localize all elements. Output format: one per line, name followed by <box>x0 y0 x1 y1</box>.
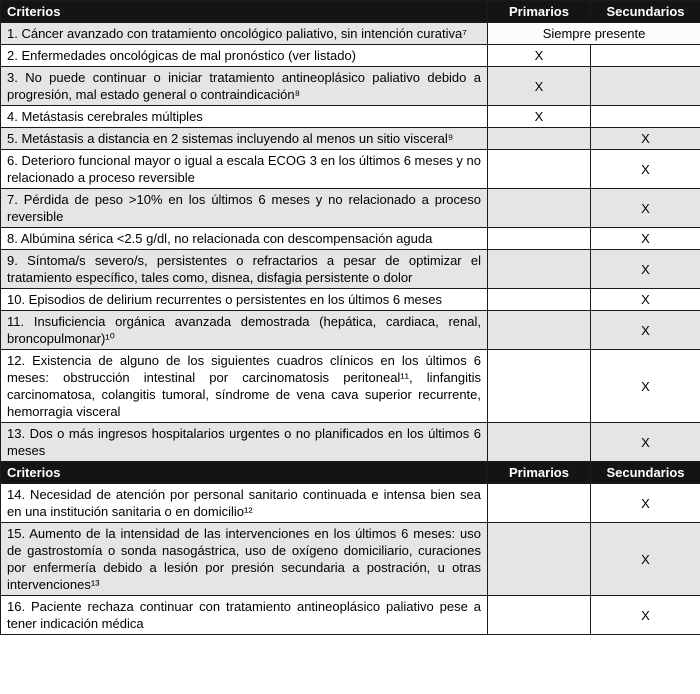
column-header-criterios: Criterios <box>1 462 488 484</box>
table-row <box>1 128 700 150</box>
criterio-cell: 8. Albúmina sérica <2.5 g/dl, no relacionada con descompensación aguda <box>1 228 488 250</box>
column-header-secundarios: Secundarios <box>591 462 700 484</box>
secundarios-cell <box>591 45 700 67</box>
table-row <box>1 250 700 289</box>
criterio-cell: 14. Necesidad de atención por personal sanitario continuada e intensa bien sea en una institución sanitaria o en domicilio¹² <box>1 484 488 523</box>
secundarios-cell: X <box>591 484 700 523</box>
secundarios-cell: X <box>591 228 700 250</box>
always-present-cell: Siempre presente <box>488 23 700 45</box>
column-header-criterios: Criterios <box>1 1 488 23</box>
criterio-cell: 9. Síntoma/s severo/s, persistentes o refractarios a pesar de optimizar el tratamiento específico, tales como, disnea, disfagia persistente o dolor <box>1 250 488 289</box>
primarios-cell <box>488 289 591 311</box>
criterio-cell: 16. Paciente rechaza continuar con tratamiento antineoplásico paliativo pese a tener indicación médica <box>1 596 488 635</box>
primarios-cell <box>488 250 591 289</box>
primarios-cell: X <box>488 67 591 106</box>
criterio-cell: 6. Deterioro funcional mayor o igual a escala ECOG 3 en los últimos 6 meses y no relacionado a proceso reversible <box>1 150 488 189</box>
table-row <box>1 423 700 462</box>
table-row <box>1 596 700 635</box>
primarios-cell <box>488 484 591 523</box>
secundarios-cell: X <box>591 311 700 350</box>
column-header-primarios: Primarios <box>488 1 591 23</box>
criterio-cell: 5. Metástasis a distancia en 2 sistemas incluyendo al menos un sitio visceral⁹ <box>1 128 488 150</box>
table-row <box>1 150 700 189</box>
table-row <box>1 106 700 128</box>
table-row <box>1 350 700 423</box>
primarios-cell <box>488 150 591 189</box>
secundarios-cell: X <box>591 189 700 228</box>
criterio-cell: 1. Cáncer avanzado con tratamiento oncológico paliativo, sin intención curativa⁷ <box>1 23 488 45</box>
primarios-cell <box>488 596 591 635</box>
criterio-cell: 3. No puede continuar o iniciar tratamiento antineoplásico paliativo debido a progresión, mal estado general o contraindicación⁸ <box>1 67 488 106</box>
column-header-secundarios: Secundarios <box>591 1 700 23</box>
primarios-cell <box>488 423 591 462</box>
primarios-cell <box>488 189 591 228</box>
table-header-row <box>1 1 700 23</box>
secundarios-cell <box>591 67 700 106</box>
secundarios-cell: X <box>591 250 700 289</box>
primarios-cell <box>488 228 591 250</box>
primarios-cell <box>488 311 591 350</box>
secundarios-cell: X <box>591 289 700 311</box>
criterio-cell: 13. Dos o más ingresos hospitalarios urgentes o no planificados en los últimos 6 meses <box>1 423 488 462</box>
primarios-cell <box>488 128 591 150</box>
criterio-cell: 10. Episodios de delirium recurrentes o persistentes en los últimos 6 meses <box>1 289 488 311</box>
table-row <box>1 189 700 228</box>
secundarios-cell: X <box>591 596 700 635</box>
table-row <box>1 523 700 596</box>
table-row <box>1 67 700 106</box>
criterio-cell: 11. Insuficiencia orgánica avanzada demostrada (hepática, cardiaca, renal, broncopulmonar)¹⁰ <box>1 311 488 350</box>
criterio-cell: 7. Pérdida de peso >10% en los últimos 6 meses y no relacionado a proceso reversible <box>1 189 488 228</box>
table-row <box>1 484 700 523</box>
primarios-cell: X <box>488 106 591 128</box>
table-row <box>1 23 700 45</box>
criterio-cell: 15. Aumento de la intensidad de las intervenciones en los últimos 6 meses: uso de gastrostomía o sonda nasogástrica, uso de oxígeno domiciliario, curaciones por enfermería debido a lesión por presión secundaria a postración, u otras intervenciones¹³ <box>1 523 488 596</box>
table-row <box>1 228 700 250</box>
primarios-cell: X <box>488 45 591 67</box>
primarios-cell <box>488 523 591 596</box>
secundarios-cell: X <box>591 523 700 596</box>
table-row <box>1 289 700 311</box>
secundarios-cell <box>591 106 700 128</box>
secundarios-cell: X <box>591 350 700 423</box>
table-row <box>1 311 700 350</box>
criterio-cell: 4. Metástasis cerebrales múltiples <box>1 106 488 128</box>
column-header-primarios: Primarios <box>488 462 591 484</box>
secundarios-cell: X <box>591 150 700 189</box>
table-header-row <box>1 462 700 484</box>
secundarios-cell: X <box>591 423 700 462</box>
criterio-cell: 12. Existencia de alguno de los siguientes cuadros clínicos en los últimos 6 meses: obstrucción intestinal por carcinomatosis peritoneal¹¹, linfangitis carcinomatosa, colangitis tumoral, síndrome de vena cava superior recurrente, hemorragia visceral <box>1 350 488 423</box>
primarios-cell <box>488 350 591 423</box>
criterio-cell: 2. Enfermedades oncológicas de mal pronóstico (ver listado) <box>1 45 488 67</box>
secundarios-cell: X <box>591 128 700 150</box>
table-row <box>1 45 700 67</box>
